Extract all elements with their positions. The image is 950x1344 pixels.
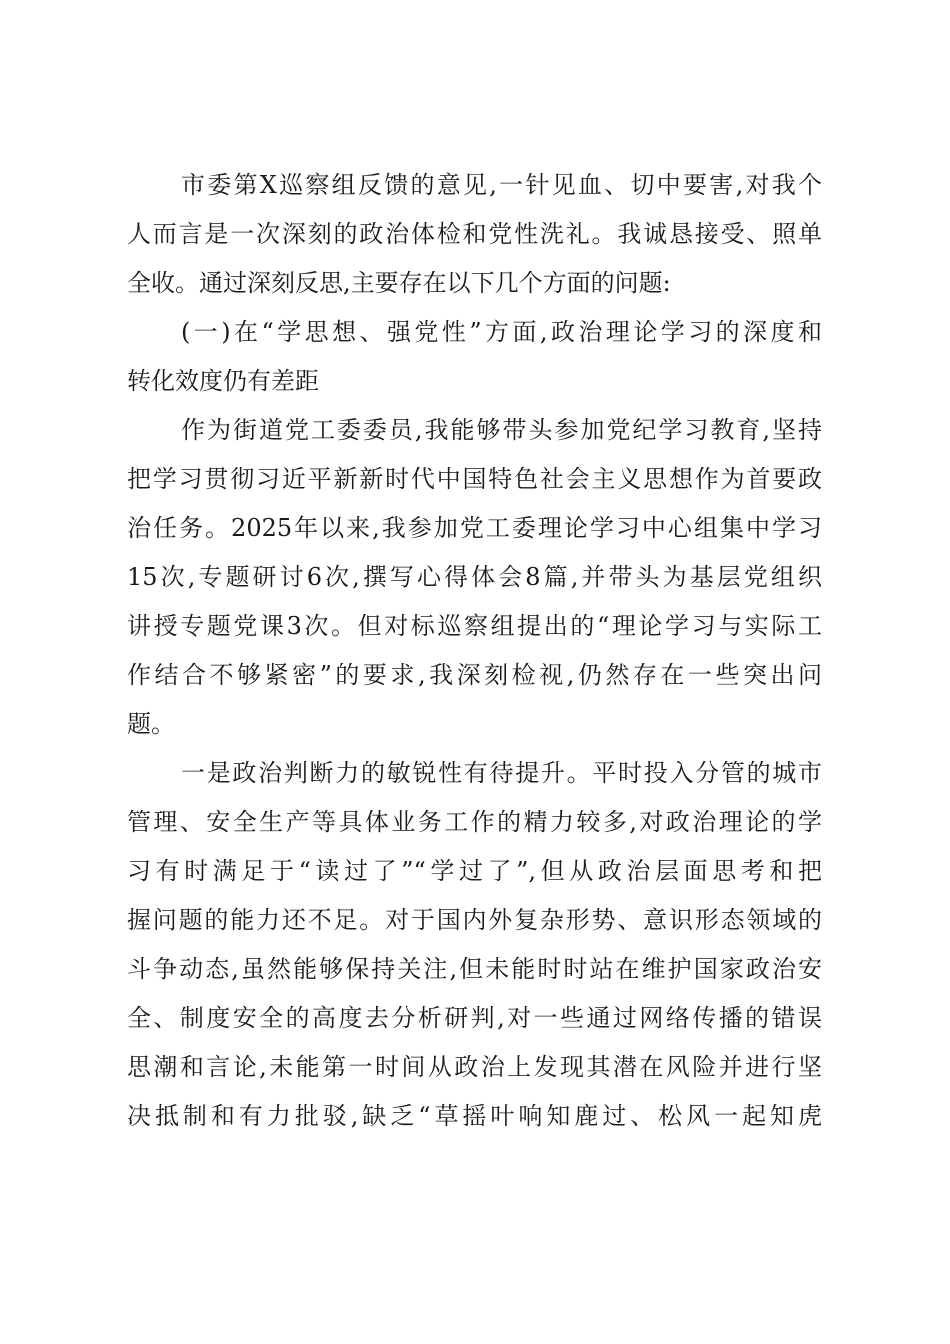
text-line: 握问题的能力还不足。对于国内外复杂形势、意识形态领域的	[127, 906, 822, 934]
text-line: 人而言是一次深刻的政治体检和党性洗礼。我诚恳接受、照单	[127, 220, 822, 248]
text-line: 讲授专题党课3次。但对标巡察组提出的“理论学习与实际工	[127, 612, 822, 640]
text-line: 把学习贯彻习近平新新时代中国特色社会主义思想作为首要政	[127, 465, 822, 493]
text-line: 全收。通过深刻反思,主要存在以下几个方面的问题:	[127, 269, 671, 297]
text-line: 作结合不够紧密”的要求,我深刻检视,仍然存在一些突出问	[127, 661, 822, 689]
paragraph	[127, 161, 822, 308]
text-line: 市委第X巡察组反馈的意见,一针见血、切中要害,对我个	[181, 171, 822, 199]
paragraph	[127, 406, 822, 749]
text-line: 全、制度安全的高度去分析研判,对一些通过网络传播的错误	[127, 1004, 822, 1032]
text-line: 15次,专题研讨6次,撰写心得体会8篇,并带头为基层党组织	[127, 563, 822, 591]
paragraph	[127, 749, 822, 1141]
text-line: 思潮和言论,未能第一时间从政治上发现其潜在风险并进行坚	[127, 1053, 822, 1081]
text-line: 习有时满足于“读过了”“学过了”,但从政治层面思考和把	[127, 857, 822, 885]
text-line: 题。	[127, 710, 175, 738]
text-line: 作为街道党工委委员,我能够带头参加党纪学习教育,坚持	[181, 416, 822, 444]
text-line: (一)在“学思想、强党性”方面,政治理论学习的深度和	[181, 318, 822, 346]
text-line: 管理、安全生产等具体业务工作的精力较多,对政治理论的学	[127, 808, 822, 836]
text-line: 转化效度仍有差距	[127, 367, 319, 395]
text-line: 决抵制和有力批驳,缺乏“草摇叶响知鹿过、松风一起知虎	[127, 1102, 822, 1130]
text-line: 斗争动态,虽然能够保持关注,但未能时时站在维护国家政治安	[127, 955, 822, 983]
text-line: 一是政治判断力的敏锐性有待提升。平时投入分管的城市	[181, 759, 822, 787]
section-heading	[127, 308, 822, 406]
text-line: 治任务。2025年以来,我参加党工委理论学习中心组集中学习	[127, 514, 822, 542]
document-page	[127, 161, 822, 1141]
